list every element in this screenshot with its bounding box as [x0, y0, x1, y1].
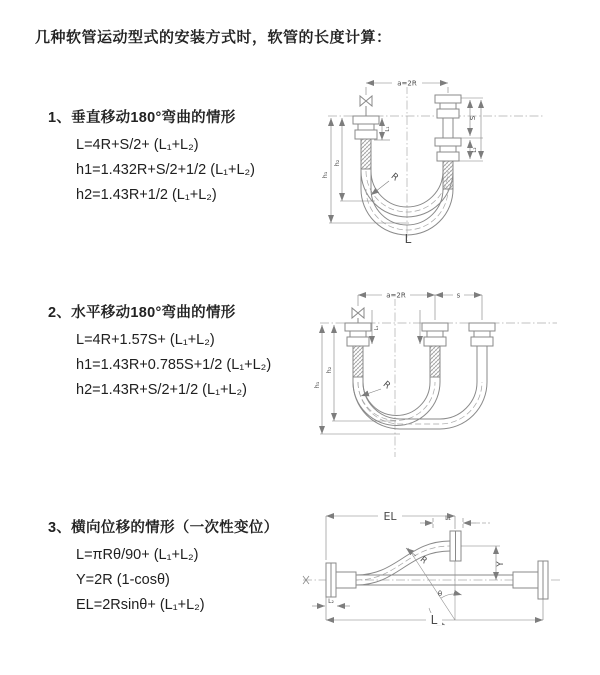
left-pipe-fitting	[353, 116, 379, 169]
page-title: 几种软管运动型式的安装方式时，软管的长度计算：	[35, 29, 392, 46]
formula-l: L=πRθ/90+ (L₁+L₂)	[76, 547, 199, 563]
right-pipe-fitting	[469, 323, 495, 346]
section-horizontal-movement	[48, 301, 318, 403]
label-el: EL	[383, 510, 397, 523]
label-a2r: a=2R	[386, 291, 406, 300]
label-h1: h₁	[321, 171, 329, 179]
label-l2: L₂	[472, 147, 478, 153]
label-h2: h₂	[325, 366, 333, 374]
formula-el: EL=2Rsinθ+ (L₁+L₂)	[76, 597, 205, 613]
formula-l: L=4R+S/2+ (L₁+L₂)	[76, 137, 199, 153]
dimension-s-l2	[459, 98, 483, 161]
label-l: L	[404, 232, 412, 246]
hose-bend-arcs	[353, 346, 487, 429]
formula-h1: h1=1.432R+S/2+1/2 (L₁+L₂)	[76, 162, 256, 178]
middle-pipe-fitting	[422, 323, 448, 377]
s-curved-hose	[356, 541, 450, 585]
section-vertical-movement	[48, 106, 318, 208]
right-pipe-fittings	[435, 95, 461, 189]
formula-l: L=4R+1.57S+ (L₁+L₂)	[76, 332, 215, 348]
label-l1: L₁	[385, 126, 391, 132]
section-3-heading: 3、横向位移的情形（一次性变位）	[48, 520, 279, 536]
section-1-heading: 1、垂直移动180°弯曲的情形	[48, 110, 236, 126]
label-a2r: a=2R	[397, 79, 417, 88]
left-flange	[326, 563, 356, 597]
section-2-heading: 2、水平移动180°弯曲的情形	[48, 305, 236, 321]
label-l: L	[430, 613, 438, 627]
valve-icon	[352, 308, 364, 323]
label-r: R	[388, 171, 400, 184]
right-flange	[513, 561, 548, 599]
label-h1: h₁	[313, 381, 321, 389]
label-l1: L₁	[374, 325, 380, 331]
formula-h1: h1=1.43R+0.785S+1/2 (L₁+L₂)	[76, 357, 272, 373]
diagram-vertical-180-bend	[313, 73, 563, 255]
section-lateral-displacement	[48, 516, 318, 618]
label-s: s	[456, 291, 461, 300]
upper-flange	[450, 531, 461, 561]
label-h2: h₂	[333, 159, 341, 167]
diagram-horizontal-180-bend	[312, 282, 564, 462]
diagram-lateral-displacement	[298, 498, 598, 650]
label-r: R	[380, 379, 392, 392]
valve-icon	[360, 96, 372, 116]
left-pipe-fitting	[345, 323, 371, 377]
label-l1: L₁	[445, 515, 451, 522]
formula-y: Y=2R (1-cosθ)	[76, 572, 170, 588]
label-l2: L₂	[328, 598, 334, 605]
label-r: R	[417, 554, 429, 567]
formula-h2: h2=1.43R+S/2+1/2 (L₁+L₂)	[76, 382, 247, 398]
label-y: Y	[496, 561, 506, 567]
radius-callout	[371, 181, 389, 195]
label-s: S	[469, 115, 477, 121]
label-theta: θ	[437, 590, 443, 598]
formula-h2: h2=1.43R+1/2 (L₁+L₂)	[76, 187, 217, 203]
